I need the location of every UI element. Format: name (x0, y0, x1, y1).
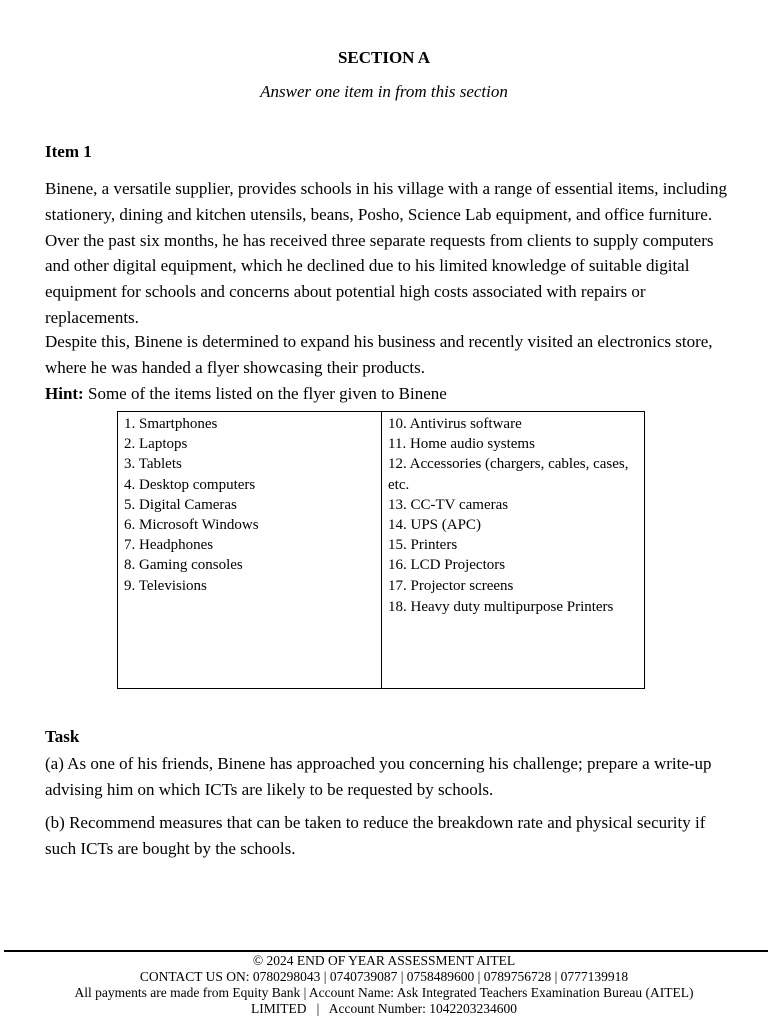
hint-line (45, 381, 735, 407)
flyer-item: 1. Smartphones (124, 416, 218, 432)
item-heading: Item 1 (45, 142, 92, 161)
task-part-b: (b) Recommend measures that can be taken to reduce the breakdown rate and physical security if such ICTs are bought by the schools. (45, 813, 706, 858)
footer-divider (4, 950, 768, 952)
flyer-left-column (118, 412, 382, 688)
flyer-item: 10. Antivirus software (388, 416, 522, 432)
flyer-item: 15. Printers (388, 537, 458, 554)
flyer-item: 9. Televisions (124, 577, 207, 594)
flyer-item: 16. LCD Projectors (388, 557, 506, 574)
flyer-item: 11. Home audio systems (388, 436, 535, 453)
hint-label: Hint: (45, 384, 84, 403)
scenario-paragraph: Binene, a versatile supplier, provides schools in his village with a range of essential items, including stationery, dining and kitchen utensils, beans, Posho, Science Lab equipment, and office furniture. Over the past six months, he has received three separate requests from clients to supply computers and other digital equipment, which he declined due to his limited knowledge of suitable digital equipment for schools and concerns about potential high costs associated with repairs or replacements. (45, 179, 728, 327)
flyer-item: 18. Heavy duty multipurpose Printers (388, 598, 614, 615)
footer-payment-info: All payments are made from Equity Bank | Account Name: Ask Integrated Teachers Examination Bureau (AITEL) (74, 985, 694, 1000)
flyer-item: 4. Desktop computers (124, 476, 256, 493)
flyer-item: 17. Projector screens (388, 577, 514, 594)
section-title: SECTION A (337, 48, 431, 67)
flyer-right-column (382, 412, 644, 688)
flyer-item: 13. CC-TV cameras (388, 496, 509, 513)
flyer-item: 3. Tablets (124, 456, 182, 473)
flyer-items-table (117, 411, 645, 689)
flyer-item: 12. Accessories (chargers, cables, cases, etc. (388, 456, 629, 493)
section-instruction: Answer one item in from this section (260, 82, 508, 101)
scenario-continuation-paragraph: Despite this, Binene is determined to expand his business and recently visited an electronics store, where he was handed a flyer showcasing their products. (45, 332, 713, 377)
flyer-item: 2. Laptops (124, 436, 188, 453)
task-heading: Task (45, 727, 80, 746)
flyer-item: 14. UPS (APC) (388, 517, 481, 534)
footer-account-info: LIMITED | Account Number: 1042203234600 (251, 1001, 517, 1016)
flyer-item: 7. Headphones (124, 537, 214, 554)
footer-contacts: CONTACT US ON: 0780298043 | 0740739087 | 0758489600 | 0789756728 | 0777139918 (139, 969, 629, 984)
flyer-item: 5. Digital Cameras (124, 496, 237, 513)
flyer-item: 8. Gaming consoles (124, 557, 243, 574)
task-part-a: (a) As one of his friends, Binene has approached you concerning his challenge; prepare a write-up advising him on which ICTs are likely to be requested by schools. (45, 754, 712, 799)
flyer-item: 6. Microsoft Windows (124, 517, 259, 534)
footer (0, 953, 768, 1017)
footer-copyright: © 2024 END OF YEAR ASSESSMENT AITEL (252, 953, 516, 968)
hint-text: Some of the items listed on the flyer given to Binene (83, 384, 447, 403)
